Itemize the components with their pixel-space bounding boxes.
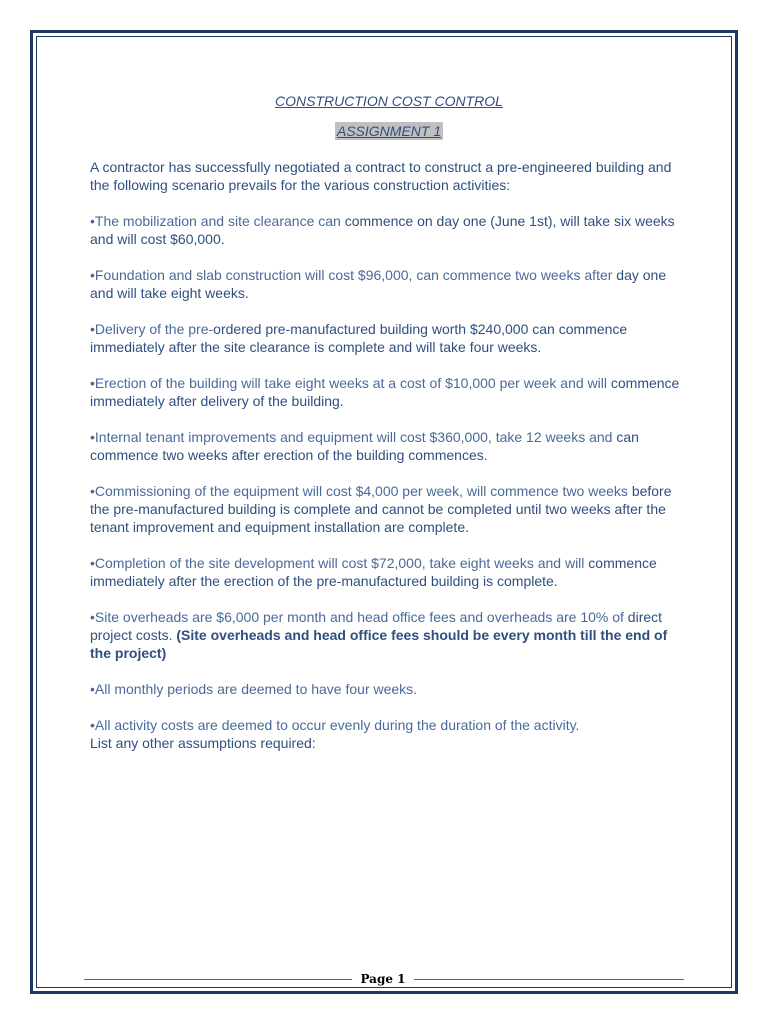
item-rest: commence immediately after delivery of the building. <box>90 375 680 409</box>
item-rest: commence on day one (June 1st), will take six weeks and will cost $60,000. <box>90 213 675 247</box>
item-lead: •Internal tenant improvements and equipment will cost $360,000, take 12 weeks and <box>90 429 617 445</box>
item-tenant-improvements <box>90 428 688 464</box>
item-foundation <box>90 266 688 302</box>
page-footer <box>84 971 684 987</box>
item-rest: direct project costs. <box>90 609 663 643</box>
item-rest: commence immediately after the erection of the pre-manufactured building is complete. <box>90 555 657 589</box>
item-rest: can commence two weeks after erection of the building commences. <box>90 429 639 463</box>
item-rest: ordered pre-manufactured building worth $240,000 can commence immediately after the site clearance is complete and will take four weeks. <box>90 321 628 355</box>
item-rest: day one and will take eight weeks. <box>90 267 667 301</box>
document-title: CONSTRUCTION COST CONTROL <box>275 93 503 109</box>
item-lead: •Site overheads are $6,000 per month and head office fees and overheads are 10% of <box>90 609 628 625</box>
item-lead: •Commissioning of the equipment will cost $4,000 per week, will commence two weeks <box>90 483 632 499</box>
item-mobilization <box>90 212 688 248</box>
item-rest: before the pre-manufactured building is complete and cannot be completed until two weeks after the tenant improvement and equipment installation are complete. <box>90 483 672 535</box>
item-lead: •Delivery of the pre- <box>90 321 214 337</box>
item-erection <box>90 374 688 410</box>
intro-paragraph: A contractor has successfully negotiated a contract to construct a pre-engineered building and the following scenario prevails for the various construction activities: <box>90 159 672 193</box>
item-lead: •Foundation and slab construction will cost $96,000, can commence two weeks after <box>90 267 617 283</box>
overheads-note: (Site overheads and head office fees should be every month till the end of the project) <box>90 627 668 661</box>
assumptions-text: List any other assumptions required: <box>90 735 316 751</box>
footer-rule-right <box>414 979 684 980</box>
item-overheads <box>90 608 688 662</box>
document-body <box>90 92 688 752</box>
page-number: Page 1 <box>360 972 406 986</box>
item-lead: •Erection of the building will take eight weeks at a cost of $10,000 per week and will <box>90 375 611 391</box>
item-commissioning <box>90 482 688 536</box>
item-site-development <box>90 554 688 590</box>
subtitle-wrap <box>90 122 688 140</box>
item-delivery <box>90 320 688 356</box>
item-activity-costs <box>90 716 688 752</box>
footer-rule-left <box>84 979 352 980</box>
activity-costs-text: •All activity costs are deemed to occur evenly during the duration of the activity. <box>90 717 580 733</box>
item-lead: •Completion of the site development will cost $72,000, take eight weeks and will <box>90 555 589 571</box>
item-lead: •The mobilization and site clearance can <box>90 213 345 229</box>
item-monthly-periods: •All monthly periods are deemed to have four weeks. <box>90 681 418 697</box>
document-subtitle: ASSIGNMENT 1 <box>336 123 442 139</box>
